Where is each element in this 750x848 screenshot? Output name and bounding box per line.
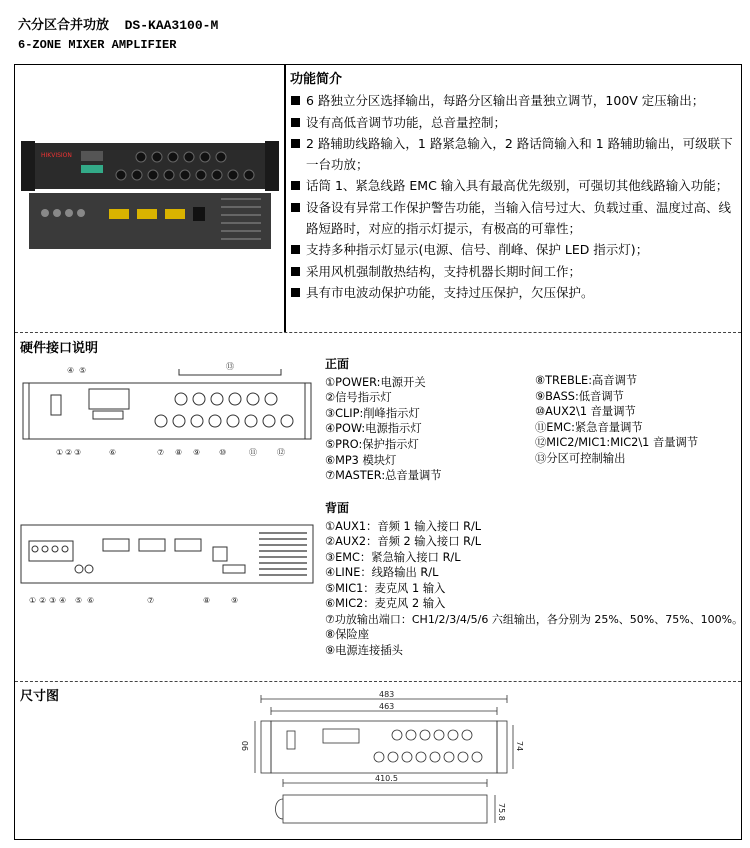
row-divider: [15, 332, 741, 333]
dimension-diagram: [241, 690, 524, 831]
dim-width-total: 483: [379, 690, 395, 699]
back-item: ①AUX1：音频 1 输入接口 R/L: [325, 519, 482, 533]
callout-4: ④: [67, 366, 75, 375]
back-item: ②AUX2：音频 2 输入接口 R/L: [325, 535, 482, 548]
feature-item: 话筒 1、紧急线路 EMC 输入具有最高优先级别，可强切其他线路输入功能；: [290, 175, 736, 196]
callout-10: ⑩: [219, 448, 227, 457]
front-title: 正面: [325, 357, 350, 371]
bullet-icon: [291, 139, 300, 148]
front-legend: [325, 357, 545, 484]
callout-13: ⑬: [226, 362, 234, 371]
back-item: ⑦功放输出端口：CH1/2/3/4/5/6 六组输出，各分别为 25%、50%、75%、100%。: [325, 612, 744, 626]
callout-12: ⑫: [277, 448, 285, 457]
feature-item: 2 路辅助线路输入，1 路紧急输入，2 路话筒输入和 1 路辅助输出，可级联下一台功放；: [290, 133, 736, 176]
front-item: ③CLIP:削峰指示灯: [325, 406, 420, 420]
front-item: ②信号指示灯: [325, 391, 392, 405]
front-legend-right: [535, 373, 740, 467]
callout-5: ⑤: [75, 596, 83, 605]
bullet-icon: [291, 203, 300, 212]
hardware-title: 硬件接口说明: [20, 341, 99, 356]
back-title: 背面: [325, 501, 350, 515]
callout-2: ②: [39, 596, 47, 605]
dim-depth: 410.5: [375, 774, 398, 783]
title-cn: 六分区合并功放: [18, 18, 110, 33]
callout-9: ⑨: [231, 596, 239, 605]
bullet-icon: [291, 181, 300, 190]
column-divider: [284, 65, 286, 332]
feature-item: 具有市电波动保护功能，支持过压保护，欠压保护。: [290, 282, 736, 303]
front-item: ⑪EMC:紧急音量调节: [535, 420, 643, 434]
spec-table: [14, 64, 742, 840]
back-item: ⑥MIC2：麦克风 2 输入: [325, 597, 446, 610]
front-item: ⑦MASTER:总音量调节: [325, 469, 442, 483]
dim-width-panel: 463: [379, 702, 395, 711]
front-item: ⑨BASS:低音调节: [535, 389, 624, 403]
front-item: ⑩AUX2\1 音量调节: [535, 405, 636, 419]
callout-3: ③: [49, 596, 57, 605]
callout-8: ⑧: [175, 448, 183, 457]
callout-5: ⑤: [79, 366, 87, 375]
callout-6: ⑥: [87, 596, 95, 605]
front-item: ⑬分区可控制输出: [535, 451, 626, 465]
back-panel-diagram: [19, 523, 319, 613]
front-item: ⑧TREBLE:高音调节: [535, 374, 638, 387]
front-item: ⑥MP3 模块灯: [325, 453, 397, 467]
bullet-icon: [291, 96, 300, 105]
feature-item: 设备设有异常工作保护警告功能，当输入信号过大、负载过重、温度过高、线路短路时，对应的指示灯提示，有极高的可靠性；: [290, 197, 736, 240]
callout-1: ①: [29, 596, 37, 605]
front-item: ①POWER:电源开关: [325, 375, 426, 389]
back-item: ⑧保险座: [325, 628, 370, 641]
callout-4: ④: [59, 596, 67, 605]
callout-7: ⑦: [157, 448, 165, 457]
back-item: ③EMC：紧急输入接口 R/L: [325, 550, 461, 564]
dim-depth-height: 75.8: [497, 803, 506, 821]
feature-list: [290, 69, 736, 303]
feature-item: 设有高低音调节功能，总音量控制；: [290, 112, 736, 133]
feature-item: 6 路独立分区选择输出，每路分区输出音量独立调节，100V 定压输出；: [290, 90, 736, 111]
callout-1: ①: [56, 448, 64, 457]
callout-8: ⑧: [203, 596, 211, 605]
callout-9: ⑨: [193, 448, 201, 457]
bullet-icon: [291, 245, 300, 254]
back-item: ⑤MIC1：麦克风 1 输入: [325, 581, 446, 595]
back-legend: [325, 501, 744, 658]
front-item: ⑫MIC2/MIC1:MIC2\1 音量调节: [535, 436, 699, 450]
bullet-icon: [291, 267, 300, 276]
title-line: [18, 14, 218, 33]
front-panel-diagram: [21, 363, 317, 463]
title-en: 6-ZONE MIXER AMPLIFIER: [18, 38, 177, 52]
bullet-icon: [291, 288, 300, 297]
brand-logo: HIKVISION: [41, 152, 72, 159]
dim-height-left: 90: [241, 740, 250, 751]
row-divider: [15, 681, 741, 682]
back-item: ⑨电源连接插头: [325, 643, 403, 657]
product-photo: [21, 135, 279, 253]
callout-3: ③: [74, 448, 82, 457]
callout-7: ⑦: [147, 596, 155, 605]
model-number: DS-KAA3100-M: [124, 18, 219, 33]
back-item: ④LINE：线路输出 R/L: [325, 566, 439, 579]
dimensions-title: 尺寸图: [20, 689, 60, 704]
front-item: ④POW:电源指示灯: [325, 422, 422, 436]
front-item: ⑤PRO:保护指示灯: [325, 437, 419, 451]
feature-title: 功能简介: [290, 72, 343, 87]
feature-item: 支持多种指示灯显示(电源、信号、削峰、保护 LED 指示灯)；: [290, 239, 736, 260]
callout-6: ⑥: [109, 448, 117, 457]
callout-11: ⑪: [249, 448, 257, 457]
callout-2: ②: [65, 448, 73, 457]
bullet-icon: [291, 118, 300, 127]
dim-height-right: 74: [515, 741, 524, 752]
feature-item: 采用风机强制散热结构，支持机器长期时间工作；: [290, 261, 736, 282]
